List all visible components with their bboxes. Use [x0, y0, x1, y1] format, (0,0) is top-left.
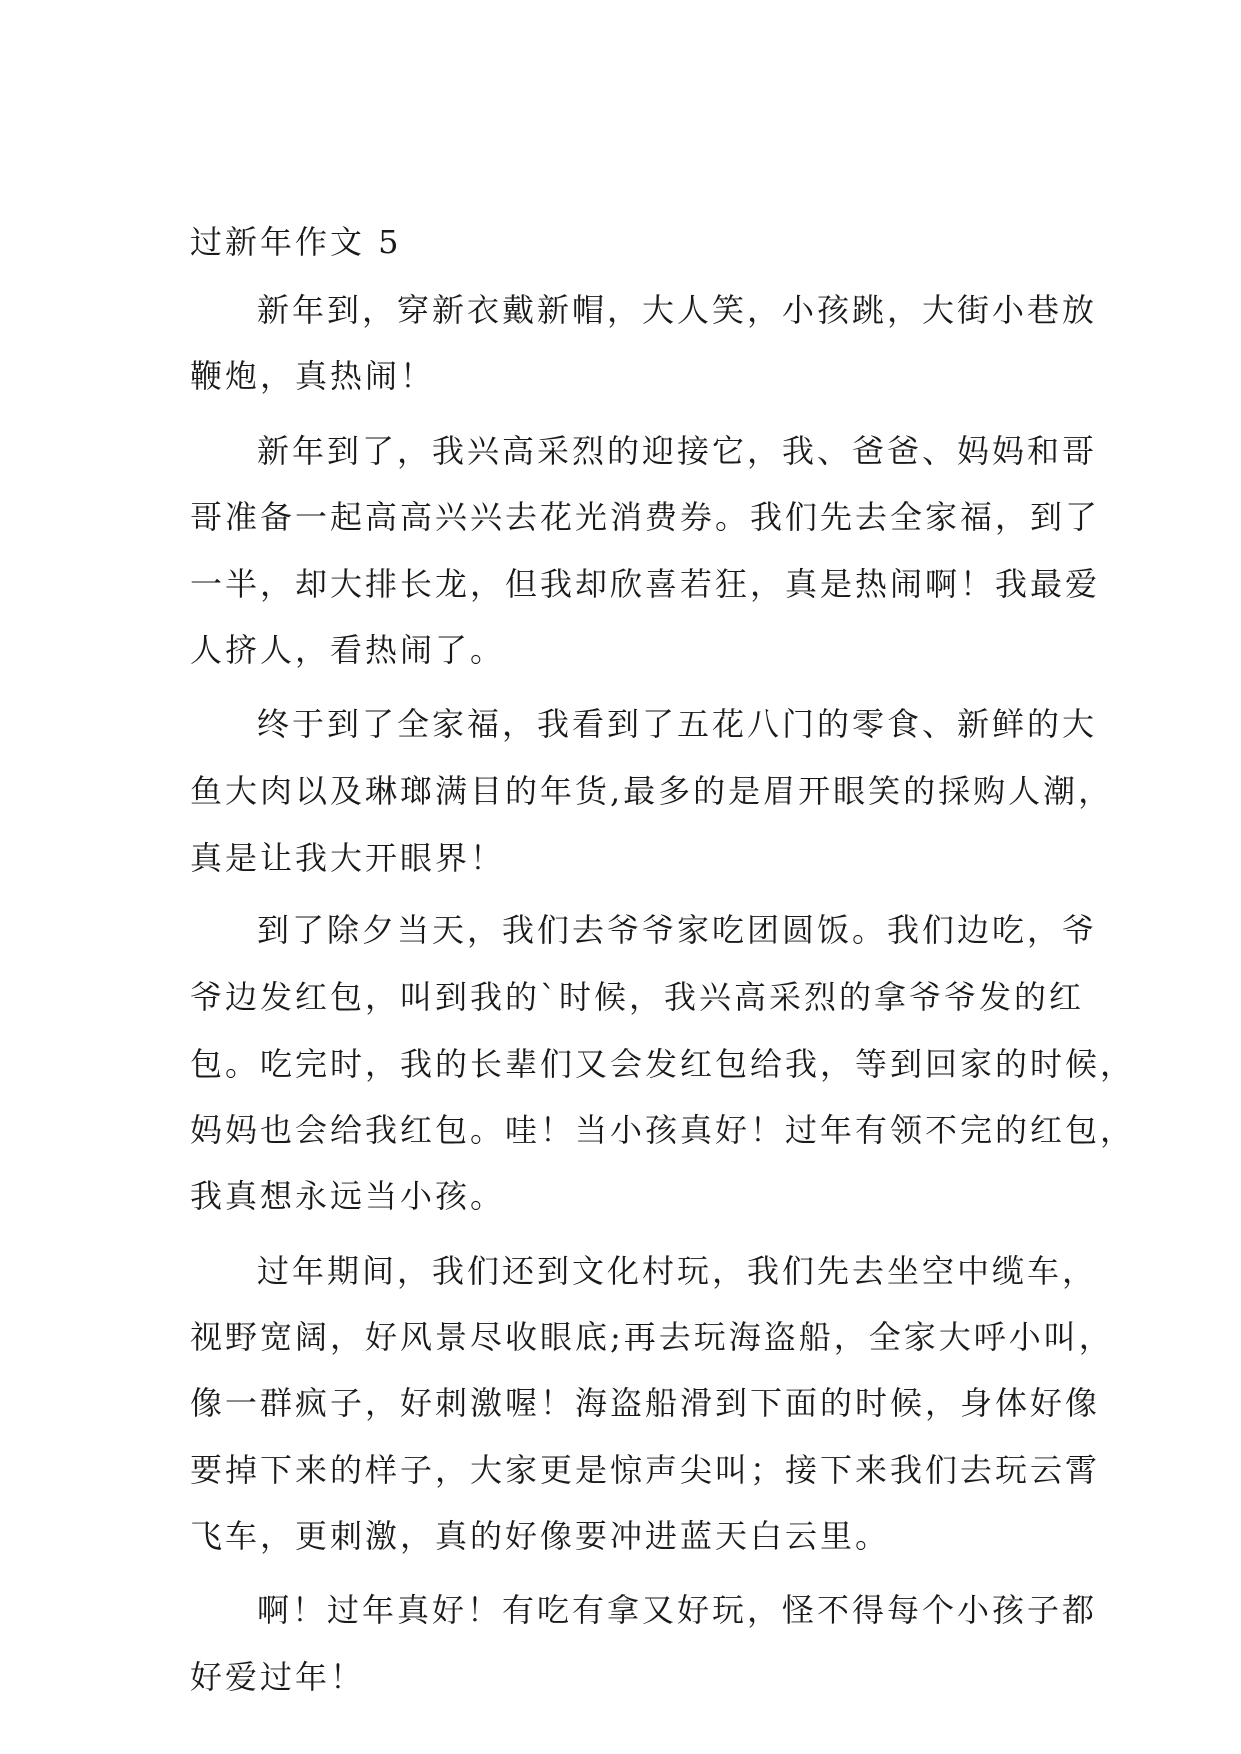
paragraph-2-line-1: 新年到了，我兴高采烈的迎接它，我、爸爸、妈妈和哥: [257, 432, 1098, 470]
paragraph-4-line-5: 我真想永远当小孩。: [190, 1177, 506, 1215]
paragraph-4-line-2: 爷边发红包，叫到我的`时候，我兴高采烈的拿爷爷发的红: [190, 978, 1085, 1016]
paragraph-3-line-2: 鱼大肉以及琳瑯满目的年货,最多的是眉开眼笑的採购人潮，: [190, 772, 1114, 810]
paragraph-3-line-3: 真是让我大开眼界！: [190, 839, 506, 877]
paragraph-2-line-3: 一半，却大排长龙，但我却欣喜若狂，真是热闹啊！我最爱: [190, 565, 1101, 603]
paragraph-3-line-1: 终于到了全家福，我看到了五花八门的零食、新鲜的大: [257, 705, 1098, 743]
document-title: 过新年作文 5: [190, 223, 402, 261]
paragraph-6-line-1: 啊！过年真好！有吃有拿又好玩，怪不得每个小孩子都: [257, 1591, 1098, 1629]
paragraph-5-line-5: 飞车，更刺激，真的好像要冲进蓝天白云里。: [190, 1517, 891, 1555]
paragraph-5-line-4: 要掉下来的样子，大家更是惊声尖叫；接下来我们去玩云霄: [190, 1451, 1101, 1489]
paragraph-2-line-4: 人挤人，看热闹了。: [190, 631, 506, 669]
paragraph-6-line-2: 好爱过年！: [190, 1658, 366, 1696]
paragraph-2-line-2: 哥准备一起高高兴兴去花光消费券。我们先去全家福，到了: [190, 498, 1101, 536]
paragraph-5-line-2: 视野宽阔，好风景尽收眼底;再去玩海盗船，全家大呼小叫，: [190, 1318, 1114, 1356]
paragraph-4-line-4: 妈妈也会给我红包。哇！当小孩真好！过年有领不完的红包，: [190, 1111, 1136, 1149]
paragraph-1-line-2: 鞭炮，真热闹！: [190, 357, 436, 395]
paragraph-4-line-1: 到了除夕当天，我们去爷爷家吃团圆饭。我们边吃，爷: [257, 911, 1098, 949]
paragraph-4-line-3: 包。吃完时，我的长辈们又会发红包给我，等到回家的时候，: [190, 1045, 1136, 1083]
paragraph-5-line-1: 过年期间，我们还到文化村玩，我们先去坐空中缆车，: [257, 1252, 1098, 1290]
paragraph-5-line-3: 像一群疯子，好刺激喔！海盗船滑到下面的时候，身体好像: [190, 1384, 1101, 1422]
paragraph-1-line-1: 新年到，穿新衣戴新帽，大人笑，小孩跳，大街小巷放: [257, 291, 1098, 329]
